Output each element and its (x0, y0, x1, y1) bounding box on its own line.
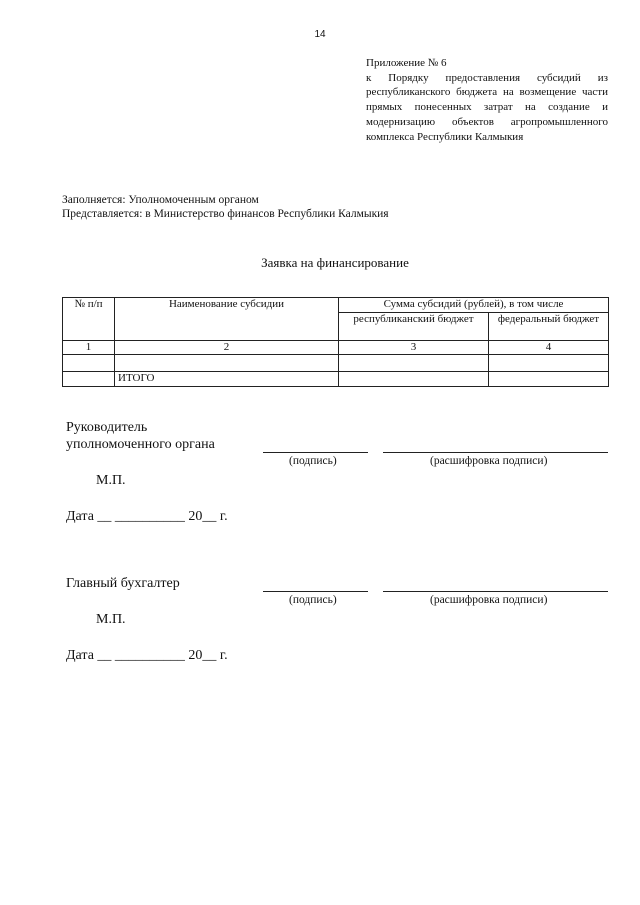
table-header-row (63, 298, 609, 313)
accountant-date: Дата __ __________ 20__ г. (66, 648, 228, 663)
header-number: № п/п (63, 298, 115, 341)
head-decoding-caption: (расшифровка подписи) (430, 455, 548, 467)
form-title: Заявка на финансирование (261, 255, 409, 270)
filled-by-line: Заполняется: Уполномоченным органом (62, 194, 259, 206)
head-signature-line[interactable] (263, 452, 368, 453)
financing-table (62, 297, 609, 387)
total-federal-cell[interactable] (489, 372, 609, 387)
index-cell: 4 (489, 341, 609, 355)
accountant-stamp: М.П. (96, 612, 126, 627)
accountant-signature-line[interactable] (263, 591, 368, 592)
appendix-title: Приложение № 6 (366, 57, 447, 69)
head-signature-caption: (подпись) (289, 455, 337, 467)
head-role-line1: Руководитель (66, 420, 148, 435)
accountant-decoding-line[interactable] (383, 591, 608, 592)
head-stamp: М.П. (96, 473, 126, 488)
header-subsidy-sum: Сумма субсидий (рублей), в том числе (339, 298, 609, 313)
header-federal-budget: федеральный бюджет (489, 313, 609, 341)
accountant-signature-caption: (подпись) (289, 594, 337, 606)
table-cell[interactable] (115, 355, 339, 372)
table-row (63, 355, 609, 372)
table-index-row (63, 341, 609, 355)
table-total-row (63, 372, 609, 387)
index-cell: 3 (339, 341, 489, 355)
total-label: ИТОГО (115, 372, 339, 387)
page-number: 14 (314, 29, 326, 40)
table-cell[interactable] (489, 355, 609, 372)
table-cell[interactable] (339, 355, 489, 372)
head-role-line2: уполномоченного органа (66, 437, 215, 452)
appendix-body: к Порядку предоставления субсидий из республиканского бюджета на возмещение части прямых понесенных затрат на создание и модернизацию объектов агропромышленного комплекса Республики Калмыкия (366, 71, 608, 143)
head-date: Дата __ __________ 20__ г. (66, 509, 228, 524)
table-cell[interactable] (63, 355, 115, 372)
accountant-role: Главный бухгалтер (66, 576, 180, 591)
table-cell[interactable] (63, 372, 115, 387)
header-republic-budget: республиканский бюджет (339, 313, 489, 341)
total-republic-cell[interactable] (339, 372, 489, 387)
accountant-decoding-caption: (расшифровка подписи) (430, 594, 548, 606)
index-cell: 2 (115, 341, 339, 355)
head-decoding-line[interactable] (383, 452, 608, 453)
header-subsidy-name: Наименование субсидии (115, 298, 339, 341)
appendix-block (366, 56, 608, 144)
submitted-to-line: Представляется: в Министерство финансов Республики Калмыкия (62, 208, 389, 220)
index-cell: 1 (63, 341, 115, 355)
